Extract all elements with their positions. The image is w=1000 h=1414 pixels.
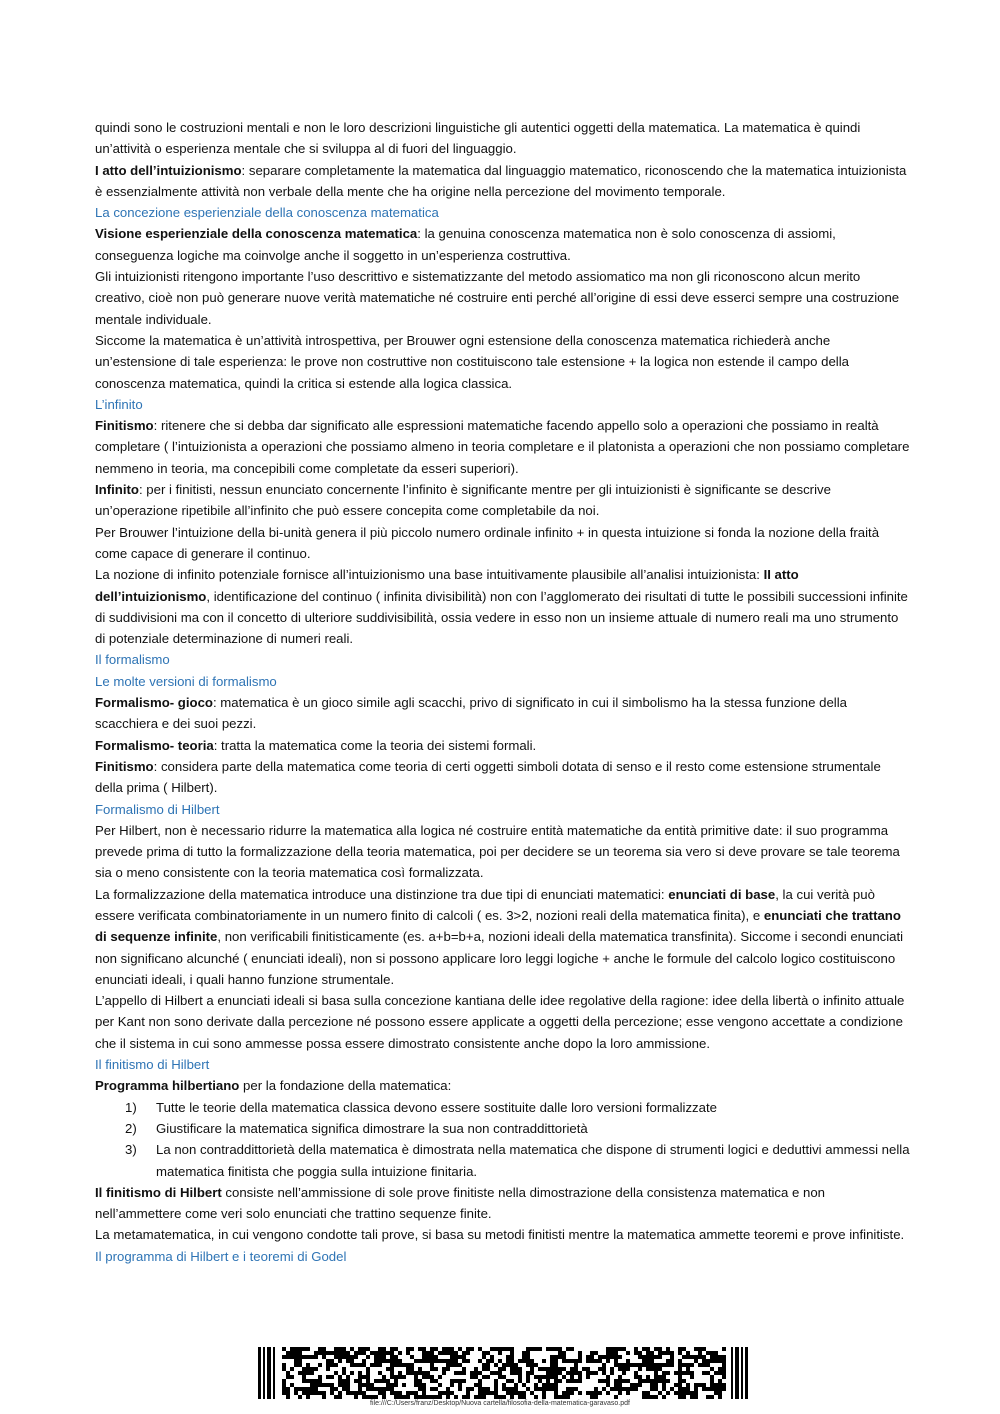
paragraph: [95, 266, 910, 330]
list-item-number: 3): [125, 1142, 137, 1158]
bold-term: enunciati di base: [668, 886, 776, 902]
paragraph: [95, 564, 910, 649]
paragraph: [95, 479, 910, 522]
paragraph: [95, 1075, 910, 1096]
text-run: : matematica è un gioco simile agli scacchi, privo di significato in cui il simbolismo ha la stessa funzione della scacchiera e dei suoi pezzi.: [95, 695, 847, 732]
section-heading: Formalismo di Hilbert: [95, 801, 220, 817]
paragraph: [95, 990, 910, 1054]
footer-file-path: file:///C:/Users/franz/Desktop/Nuova cartella/filosofia-della-matematica-garavaso.pdf: [370, 1400, 630, 1407]
text-run: Per Hilbert, non è necessario ridurre la matematica alla logica né costruire entità matematiche da entità primitive date: il suo programma prevede prima di tutto la formalizzazione della teoria matematica, poi per decidere se un teorema sia vero si deve provare se tale teorema sia o meno consistente con la teoria matematica così formalizzata.: [95, 822, 900, 881]
bold-term: Il finitismo di Hilbert: [95, 1184, 222, 1200]
section-heading: L’infinito: [95, 396, 143, 412]
section-heading: Il programma di Hilbert e i teoremi di Godel: [95, 1248, 347, 1264]
list-item-number: 2): [125, 1120, 137, 1136]
bold-term: Visione esperienziale della conoscenza matematica: [95, 226, 418, 242]
text-run: Gli intuizionisti ritengono importante l’uso descrittivo e sistematizzante del metodo assiomatico ma non gli riconoscono alcun merito creativo, cioè non può generare nuove verità matematiche né costruire enti perché all’origine di essi deve esserci sempre una costruzione mentale individuale.: [95, 269, 900, 327]
text-run: : separare completamente la matematica dal linguaggio matematico, riconoscendo che la matematica intuizionista è essenzialmente attività non verbale della mente che ha origine nella percezione del movimento temporale.: [95, 162, 907, 199]
text-run: La nozione di infinito potenziale fornisce all’intuizionismo una base intuitivamente plausibile all’analisi intuizionista:: [95, 567, 764, 583]
paragraph: [95, 522, 910, 565]
paragraph: [95, 1182, 910, 1225]
barcode-icon: [258, 1347, 750, 1399]
bold-term: Formalismo- gioco: [95, 695, 213, 711]
list-item: [95, 1118, 910, 1139]
paragraph: [95, 223, 910, 266]
list-item-text: La non contraddittorietà della matematica è dimostrata nella matematica che dispone di strumenti logici e deduttivi ammessi nella matematica finitista che poggia sulla intuizione finitaria.: [156, 1142, 910, 1179]
paragraph: [95, 692, 910, 735]
bold-term: Programma hilbertiano: [95, 1078, 240, 1094]
bold-term: Infinito: [95, 482, 139, 498]
paragraph: [95, 1224, 910, 1245]
section-heading: Le molte versioni di formalismo: [95, 673, 277, 689]
program-list: [95, 1097, 910, 1182]
text-run: : la genuina conoscenza matematica non è solo conoscenza di assiomi, conseguenza logiche ma coinvolge anche il soggetto in un’esperienza costruttiva.: [95, 226, 836, 263]
document-body: [95, 117, 910, 1267]
bold-term: Finitismo: [95, 418, 154, 434]
text-run: per la fondazione della matematica:: [239, 1078, 452, 1094]
text-run: consiste nell’ammissione di sole prove finitiste nella dimostrazione della consistenza matematica e non nell’ammettere come veri solo enunciati che trattino sequenze finite.: [95, 1184, 826, 1222]
paragraph: [95, 820, 910, 884]
text-run: : per i finitisti, nessun enunciato concernente l’infinito è significante mentre per gli intuizionisti è significante se descrive un’operazione ripetibile all’infinito che può essere concepita come completabile da noi.: [95, 482, 831, 519]
paragraph: [95, 735, 910, 756]
text-run: La metamatematica, in cui vengono condotte tali prove, si basa su metodi finitisti mentre la matematica ammette teoremi e prove infinitiste.: [95, 1227, 905, 1243]
paragraph: [95, 415, 910, 479]
paragraph: [95, 756, 910, 799]
list-item-number: 1): [125, 1099, 137, 1115]
bold-term: I atto dell’intuizionismo: [95, 162, 242, 178]
text-run: Siccome la matematica è un’attività introspettiva, per Brouwer ogni estensione della conoscenza matematica richiederà anche un’estensione di tale esperienza: le prove non costruttive non costituiscono tale estensione + la logica non estende il campo della conoscenza matematica, quindi la critica si estende alla logica classica.: [95, 332, 849, 391]
text-run: L’appello di Hilbert a enunciati ideali si basa sulla concezione kantiana delle idee regolative della ragione: idee della libertà o infinito attuale per Kant non sono derivate dalla percezione né possono essere applicate a oggetti della percezione; esse vengono accettate a condizione che il sistema in cui sono ammesse possa essere dimostrato consistente anche dopo la loro ammissione.: [95, 993, 905, 1051]
bold-term: Finitismo: [95, 758, 154, 774]
list-item: [95, 1139, 910, 1182]
text-run: : ritenere che si debba dar significato alle espressioni matematiche facendo appello solo a operazioni che possiamo in realtà completare ( l’intuizionista a operazioni che possiamo almeno in teoria completare e il platonista a operazioni che non possiamo completare nemmeno in teoria, ma concepibili come completate da esseri superiori).: [95, 418, 910, 476]
paragraph: [95, 160, 910, 203]
bold-term: enunciati che trattano di sequenze infinite: [95, 907, 901, 945]
text-run: Per Brouwer l’intuizione della bi-unità genera il più piccolo numero ordinale infinito + in questa intuizione si fonda la nozione della fraità come capace di generare il continuo.: [95, 524, 880, 561]
text-run: : considera parte della matematica come teoria di certi oggetti simboli dotata di senso e il resto come estensione strumentale della prima ( Hilbert).: [95, 758, 881, 796]
text-run: quindi sono le costruzioni mentali e non le loro descrizioni linguistiche gli autentici oggetti della matematica. La matematica è quindi un’attività o esperienza mentale che si sviluppa al di fuori del linguaggio.: [95, 120, 861, 157]
text-run: , la cui verità può essere verificata combinatoriamente in un numero finito di calcoli ( es. 3>2, nozioni reali della matematica finita), e: [95, 886, 875, 923]
text-run: , identificazione del continuo ( infinita divisibilità) non con l’agglomerato dei risultati di tutte le possibili successioni infinite di suddivisioni ma con il concetto di ulteriore suddivisibilità, ossia vedere in esso non un insieme attuale di numero reali ma uno strumento di potenziale determinazione di numeri reali.: [95, 588, 908, 647]
text-run: , non verificabili finitisticamente (es. a+b=b+a, nozioni ideali della matematica transfinita). Siccome i secondi enunciati non significano alcunché ( enunciati ideali), non si possono applicare loro leggi logiche + anche le formule del calcolo logico costituiscono enunciati ideali, i quali hanno funzione strumentale.: [95, 929, 904, 987]
list-item-text: Tutte le teorie della matematica classica devono essere sostituite dalle loro versioni formalizzate: [156, 1099, 717, 1115]
bold-term: Formalismo- teoria: [95, 737, 214, 753]
text-run: La formalizzazione della matematica introduce una distinzione tra due tipi di enunciati matematici:: [95, 886, 669, 902]
bold-term: II atto dell’intuizionismo: [95, 567, 799, 604]
paragraph: [95, 884, 910, 990]
section-heading: Il formalismo: [95, 652, 170, 668]
paragraph: [95, 330, 910, 394]
paragraph: [95, 117, 910, 160]
text-run: : tratta la matematica come la teoria dei sistemi formali.: [213, 737, 537, 753]
section-heading: Il finitismo di Hilbert: [95, 1057, 210, 1073]
list-item: [95, 1097, 910, 1118]
section-heading: La concezione esperienziale della conoscenza matematica: [95, 205, 439, 221]
list-item-text: Giustificare la matematica significa dimostrare la sua non contraddittorietà: [156, 1120, 588, 1136]
